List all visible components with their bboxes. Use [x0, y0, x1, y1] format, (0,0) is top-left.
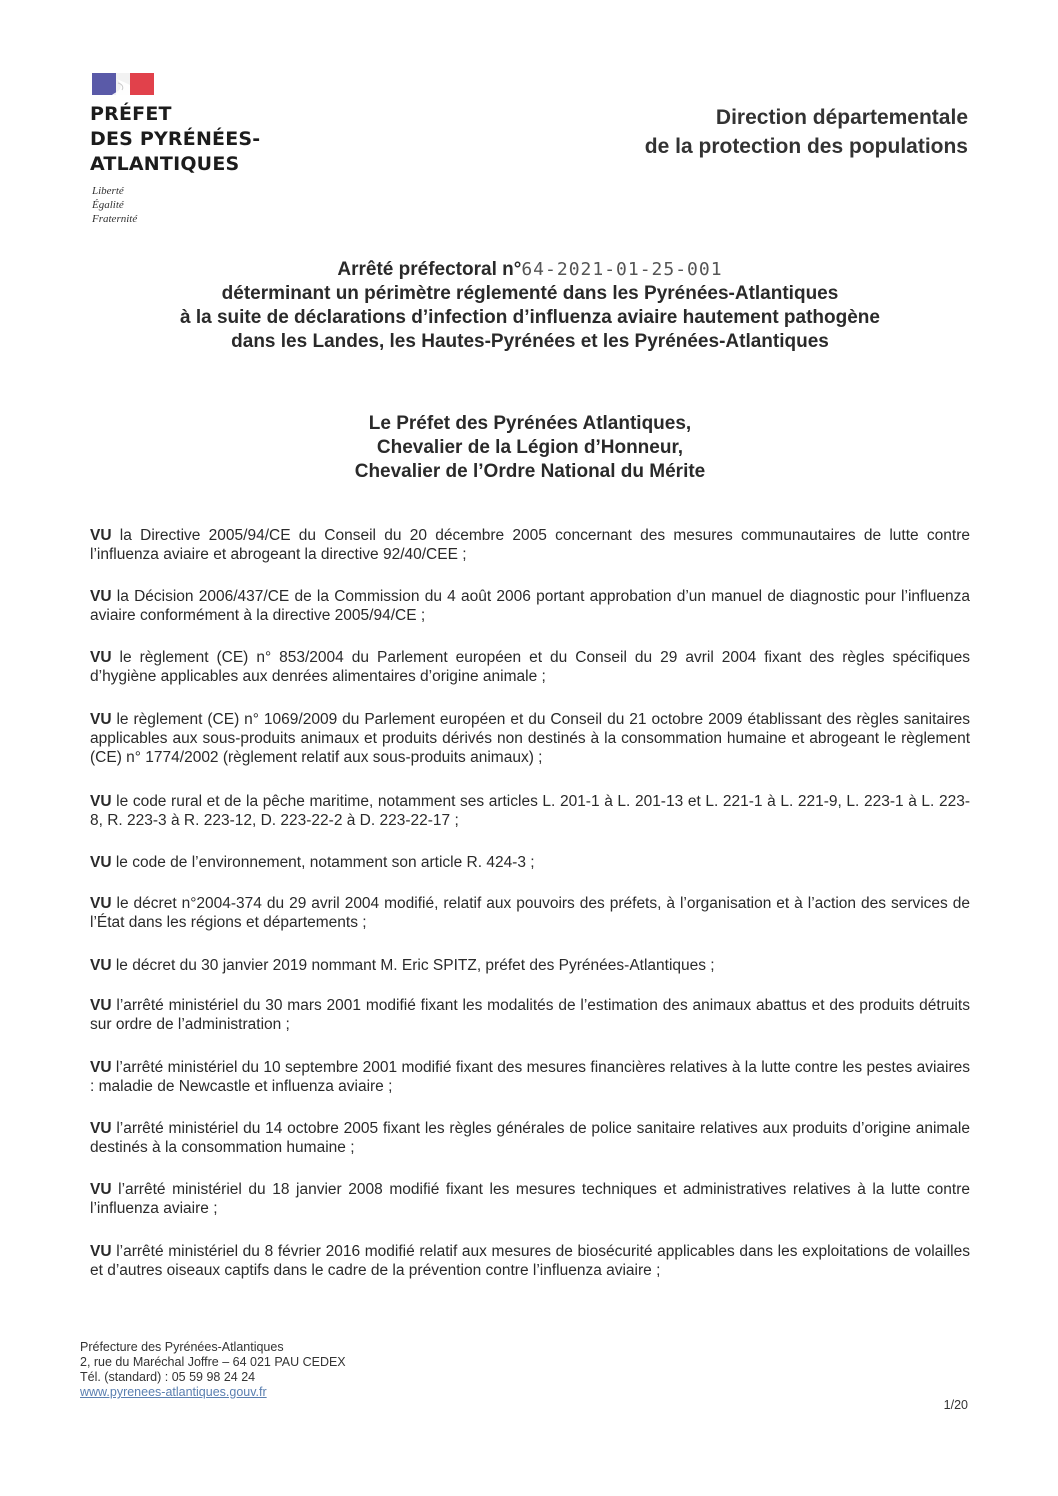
consideration-text: l’arrêté ministériel du 14 octobre 2005 fixant les règles générales de police sanitaire relatives aux produits d’origine animale destinés à la consommation humaine ;: [90, 1120, 970, 1156]
title-line: déterminant un périmètre réglementé dans les Pyrénées-Atlantiques: [221, 283, 839, 304]
consideration-item: [90, 1119, 970, 1157]
consideration-item: [90, 792, 970, 830]
consideration-text: la Décision 2006/437/CE de la Commission du 4 août 2006 portant approbation d’un manuel de diagnostic pour l’influenza aviaire conformément à la directive 2005/94/CE ;: [90, 588, 970, 624]
consideration-text: le décret du 30 janvier 2019 nommant M. Eric SPITZ, préfet des Pyrénées-Atlantiques ;: [111, 957, 715, 974]
consideration-text: le règlement (CE) n° 853/2004 du Parlement européen et du Conseil du 29 avril 2004 fixant des règles spécifiques d’hygiène applicables aux denrées alimentaires d’origine animale ;: [90, 649, 970, 685]
motto-line: Liberté: [92, 185, 124, 197]
consideration-item: [90, 587, 970, 625]
consideration-item: [90, 894, 970, 932]
vu-keyword: VU: [90, 957, 112, 974]
vu-keyword: VU: [90, 1181, 112, 1198]
vu-keyword: VU: [90, 711, 112, 728]
page-number: 1/20: [943, 1398, 968, 1412]
consideration-text: le code rural et de la pêche maritime, notamment ses articles L. 201-1 à L. 201-13 et L. 221-1 à L. 221-9, L. 223-1 à L. 223-8, R. 223-3 à R. 223-12, D. 223-22-2 à D. 223-22-17 ;: [90, 793, 970, 829]
prefet-line: PRÉFET: [90, 103, 172, 125]
vu-keyword: VU: [90, 527, 112, 544]
consideration-text: l’arrêté ministériel du 8 février 2016 modifié relatif aux mesures de biosécurité applicables dans les exploitations de volailles et d’autres oiseaux captifs dans le cadre de la prévention contre l’influenza aviaire ;: [90, 1243, 970, 1279]
consideration-item: [90, 956, 970, 975]
consideration-item: [90, 853, 970, 872]
title-line: à la suite de déclarations d’infection d’influenza aviaire hautement pathogène: [180, 307, 880, 328]
prefet-line: DES PYRÉNÉES-: [90, 128, 261, 150]
footer-line: Préfecture des Pyrénées-Atlantiques: [80, 1340, 284, 1354]
consideration-text: la Directive 2005/94/CE du Conseil du 20 décembre 2005 concernant des mesures communautaires de lutte contre l’influenza aviaire et abrogeant la directive 92/40/CEE ;: [90, 527, 970, 563]
consideration-text: le code de l’environnement, notamment son article R. 424-3 ;: [111, 854, 535, 871]
direction-header: [645, 103, 968, 161]
vu-keyword: VU: [90, 588, 112, 605]
vu-keyword: VU: [90, 1059, 112, 1076]
vu-keyword: VU: [90, 854, 112, 871]
vu-keyword: VU: [90, 793, 112, 810]
direction-line: Direction départementale: [715, 106, 968, 129]
consideration-text: l’arrêté ministériel du 18 janvier 2008 modifié fixant les mesures techniques et administratives relatives à la lutte contre l’influenza aviaire ;: [90, 1181, 970, 1217]
marianne-logo-icon: [92, 73, 154, 95]
consideration-item: [90, 1180, 970, 1218]
arrete-number-line: [90, 258, 970, 282]
consideration-item: [90, 1058, 970, 1096]
arrete-number: 64-2021-01-25-001: [521, 259, 723, 280]
motto-line: Égalité: [92, 199, 124, 211]
prefet-bloc-marque: [90, 102, 260, 177]
vu-keyword: VU: [90, 1243, 112, 1260]
footer-line: 2, rue du Maréchal Joffre – 64 021 PAU CEDEX: [80, 1355, 346, 1369]
consideration-text: l’arrêté ministériel du 10 septembre 2001 modifié fixant des mesures financières relatives à la lutte contre les pestes aviaires : maladie de Newcastle et influenza aviaire ;: [90, 1059, 970, 1095]
consideration-item: [90, 710, 970, 767]
arrete-label: Arrêté préfectoral n°: [337, 259, 522, 280]
consideration-item: [90, 526, 970, 564]
vu-keyword: VU: [90, 997, 112, 1014]
prefet-title-line: Chevalier de l’Ordre National du Mérite: [354, 461, 706, 482]
prefet-titles: [90, 412, 970, 484]
website-link[interactable]: www.pyrenees-atlantiques.gouv.fr: [80, 1385, 267, 1399]
title-line: dans les Landes, les Hautes-Pyrénées et les Pyrénées-Atlantiques: [231, 331, 829, 352]
consideration-text: le décret n°2004-374 du 29 avril 2004 modifié, relatif aux pouvoirs des préfets, à l’organisation et à l’action des services de l’État dans les régions et départements ;: [90, 895, 970, 931]
vu-keyword: VU: [90, 895, 112, 912]
republic-motto: [92, 184, 137, 226]
arrete-title: [90, 258, 970, 354]
consideration-item: [90, 996, 970, 1034]
prefet-title-line: Chevalier de la Légion d’Honneur,: [376, 437, 684, 458]
consideration-text: l’arrêté ministériel du 30 mars 2001 modifié fixant les modalités de l’estimation des animaux abattus et des produits détruits sur ordre de l’administration ;: [90, 997, 970, 1033]
consideration-text: le règlement (CE) n° 1069/2009 du Parlement européen et du Conseil du 21 octobre 2009 établissant des règles sanitaires applicables aux sous-produits animaux et produits dérivés non destinés à la consommation humaine et abrogeant le règlement (CE) n° 1774/2002 (règlement relatif aux sous-produits animaux) ;: [90, 711, 970, 766]
consideration-item: [90, 648, 970, 686]
prefet-line: ATLANTIQUES: [90, 153, 240, 175]
vu-keyword: VU: [90, 649, 112, 666]
consideration-item: [90, 1242, 970, 1280]
direction-line: de la protection des populations: [644, 135, 968, 158]
footer-line: Tél. (standard) : 05 59 98 24 24: [80, 1370, 256, 1384]
vu-keyword: VU: [90, 1120, 112, 1137]
motto-line: Fraternité: [92, 213, 138, 225]
prefet-title-line: Le Préfet des Pyrénées Atlantiques,: [368, 413, 692, 434]
footer-address: [80, 1340, 346, 1400]
